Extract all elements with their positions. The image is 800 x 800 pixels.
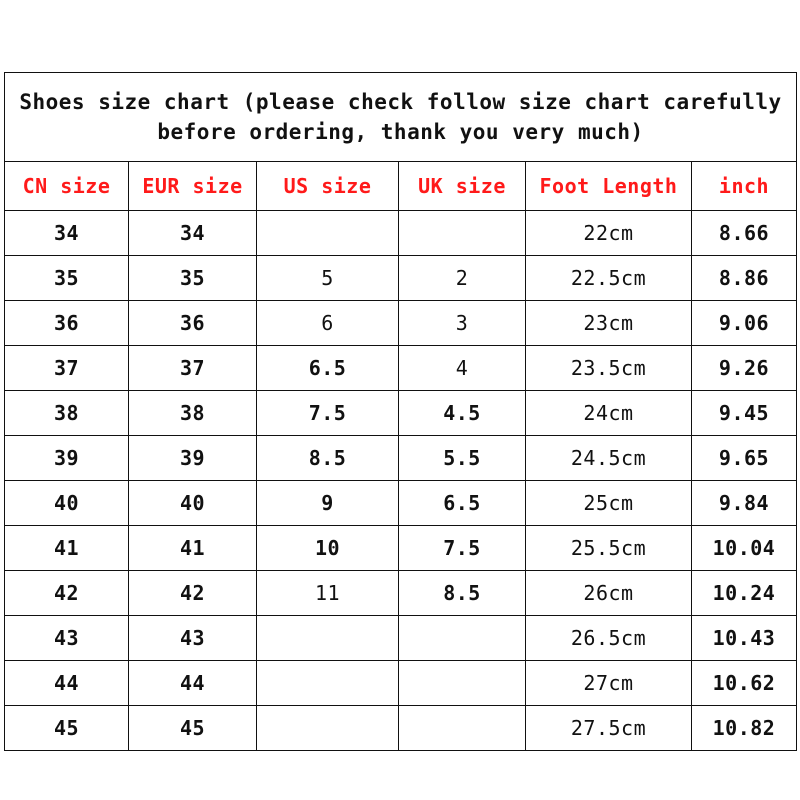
cell-inch: 10.24	[692, 571, 797, 616]
cell-foot-length: 25.5cm	[526, 526, 692, 571]
cell-us-size: 6	[257, 301, 399, 346]
cell-cn-size: 44	[5, 661, 129, 706]
cell-eur-size: 39	[129, 436, 257, 481]
table-row	[5, 661, 797, 706]
column-header-eur-size: EUR size	[129, 162, 257, 211]
cell-eur-size: 35	[129, 256, 257, 301]
table-title-row	[5, 73, 797, 162]
cell-foot-length: 27.5cm	[526, 706, 692, 751]
cell-eur-size: 45	[129, 706, 257, 751]
shoes-size-chart-table	[4, 72, 797, 751]
cell-inch: 8.86	[692, 256, 797, 301]
cell-eur-size: 36	[129, 301, 257, 346]
cell-foot-length: 23.5cm	[526, 346, 692, 391]
cell-eur-size: 34	[129, 211, 257, 256]
table-row	[5, 346, 797, 391]
cell-us-size: 11	[257, 571, 399, 616]
cell-us-size: 10	[257, 526, 399, 571]
cell-us-size: 5	[257, 256, 399, 301]
cell-foot-length: 22cm	[526, 211, 692, 256]
cell-foot-length: 24cm	[526, 391, 692, 436]
cell-uk-size	[399, 706, 526, 751]
cell-foot-length: 26cm	[526, 571, 692, 616]
cell-inch: 10.04	[692, 526, 797, 571]
cell-us-size: 9	[257, 481, 399, 526]
cell-uk-size: 5.5	[399, 436, 526, 481]
cell-uk-size	[399, 211, 526, 256]
cell-uk-size: 7.5	[399, 526, 526, 571]
table-row	[5, 256, 797, 301]
cell-us-size	[257, 616, 399, 661]
column-header-us-size: US size	[257, 162, 399, 211]
cell-eur-size: 38	[129, 391, 257, 436]
cell-eur-size: 42	[129, 571, 257, 616]
cell-us-size	[257, 211, 399, 256]
table-row	[5, 481, 797, 526]
cell-inch: 10.43	[692, 616, 797, 661]
cell-cn-size: 43	[5, 616, 129, 661]
cell-us-size: 7.5	[257, 391, 399, 436]
table-header-row	[5, 162, 797, 211]
cell-uk-size: 6.5	[399, 481, 526, 526]
column-header-cn-size: CN size	[5, 162, 129, 211]
cell-inch: 10.62	[692, 661, 797, 706]
cell-us-size: 6.5	[257, 346, 399, 391]
cell-inch: 9.65	[692, 436, 797, 481]
cell-cn-size: 34	[5, 211, 129, 256]
table-row	[5, 301, 797, 346]
cell-inch: 9.45	[692, 391, 797, 436]
cell-cn-size: 41	[5, 526, 129, 571]
cell-eur-size: 41	[129, 526, 257, 571]
column-header-foot-length: Foot Length	[526, 162, 692, 211]
cell-cn-size: 36	[5, 301, 129, 346]
cell-cn-size: 42	[5, 571, 129, 616]
cell-uk-size	[399, 661, 526, 706]
cell-eur-size: 43	[129, 616, 257, 661]
cell-eur-size: 37	[129, 346, 257, 391]
cell-uk-size: 3	[399, 301, 526, 346]
cell-foot-length: 25cm	[526, 481, 692, 526]
cell-cn-size: 40	[5, 481, 129, 526]
size-chart-container	[4, 72, 796, 751]
cell-cn-size: 45	[5, 706, 129, 751]
cell-cn-size: 37	[5, 346, 129, 391]
cell-foot-length: 24.5cm	[526, 436, 692, 481]
cell-inch: 9.06	[692, 301, 797, 346]
table-row	[5, 436, 797, 481]
cell-us-size	[257, 706, 399, 751]
cell-inch: 8.66	[692, 211, 797, 256]
chart-title: Shoes size chart (please check follow size chart carefully before ordering, thank you very much)	[5, 73, 797, 162]
table-row	[5, 391, 797, 436]
cell-uk-size: 8.5	[399, 571, 526, 616]
cell-inch: 10.82	[692, 706, 797, 751]
cell-eur-size: 40	[129, 481, 257, 526]
table-row	[5, 571, 797, 616]
cell-eur-size: 44	[129, 661, 257, 706]
table-row	[5, 616, 797, 661]
table-row	[5, 526, 797, 571]
cell-inch: 9.26	[692, 346, 797, 391]
cell-uk-size: 4	[399, 346, 526, 391]
cell-cn-size: 38	[5, 391, 129, 436]
table-row	[5, 211, 797, 256]
table-row	[5, 706, 797, 751]
cell-uk-size	[399, 616, 526, 661]
column-header-inch: inch	[692, 162, 797, 211]
cell-uk-size: 4.5	[399, 391, 526, 436]
cell-cn-size: 35	[5, 256, 129, 301]
cell-inch: 9.84	[692, 481, 797, 526]
cell-us-size	[257, 661, 399, 706]
cell-foot-length: 26.5cm	[526, 616, 692, 661]
cell-uk-size: 2	[399, 256, 526, 301]
cell-foot-length: 22.5cm	[526, 256, 692, 301]
cell-cn-size: 39	[5, 436, 129, 481]
cell-foot-length: 23cm	[526, 301, 692, 346]
cell-us-size: 8.5	[257, 436, 399, 481]
cell-foot-length: 27cm	[526, 661, 692, 706]
column-header-uk-size: UK size	[399, 162, 526, 211]
